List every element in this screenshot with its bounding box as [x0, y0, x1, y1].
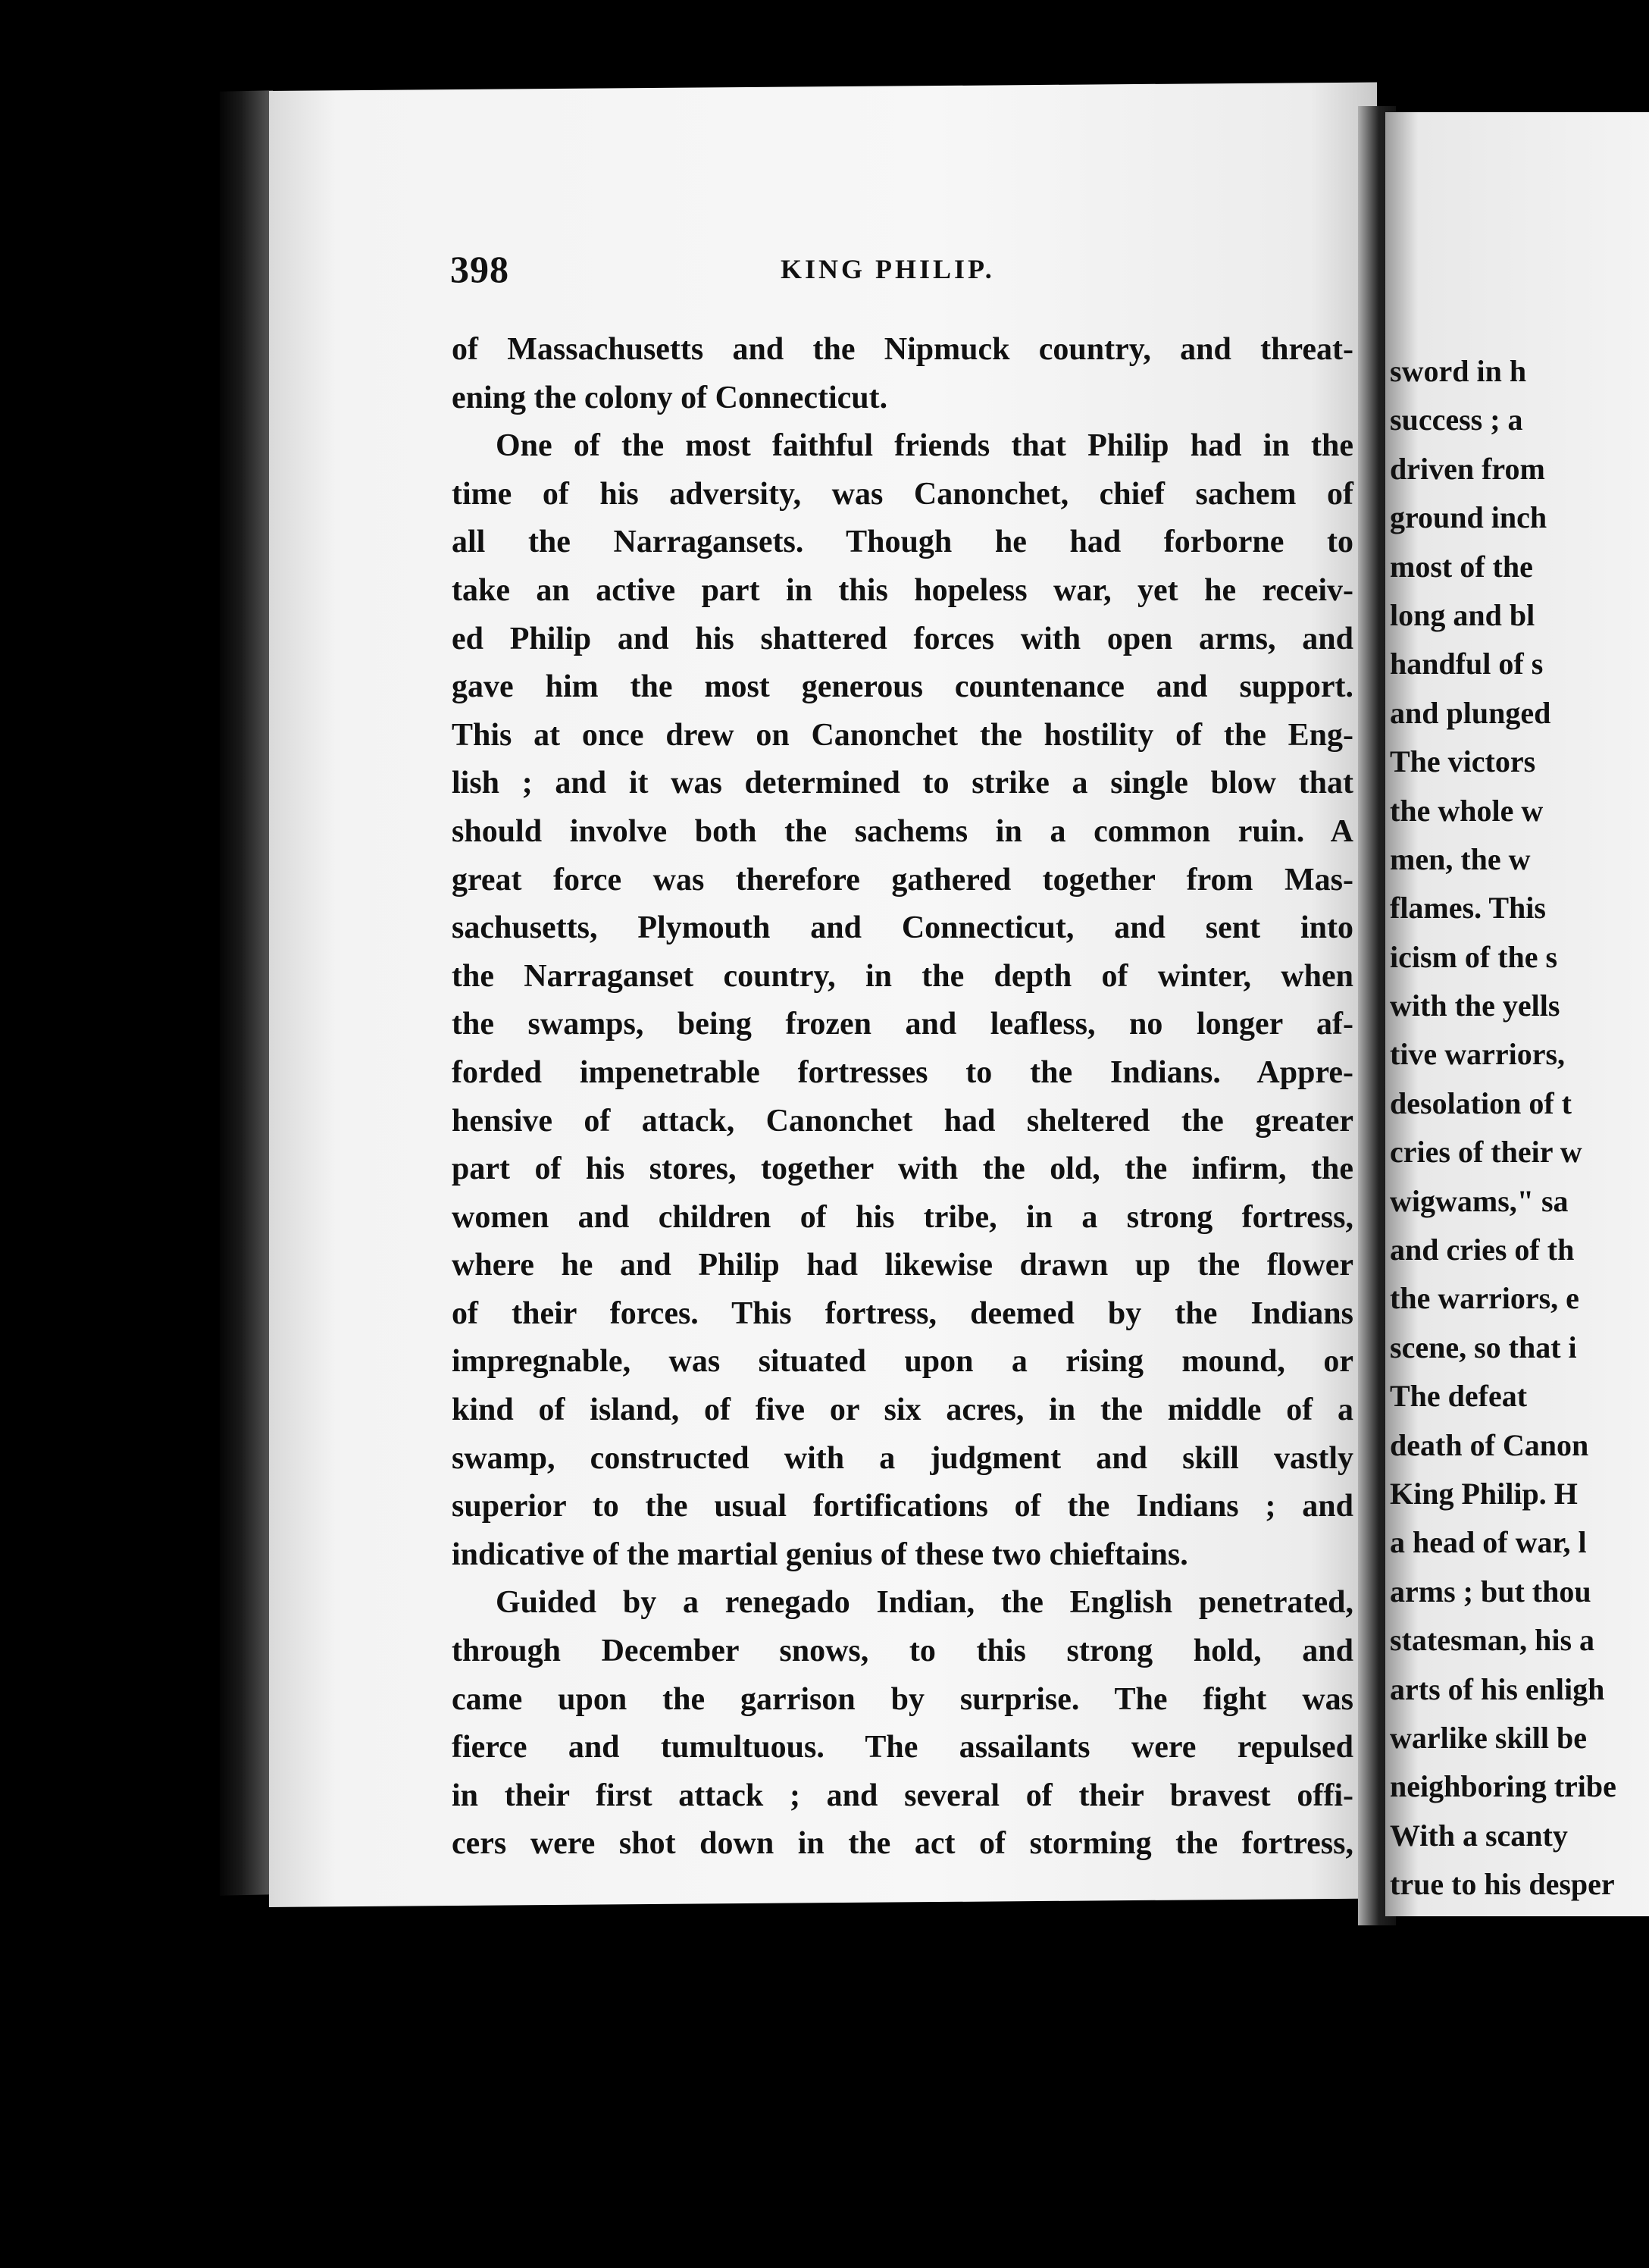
text-line: take an active part in this hopeless war, yet he receiv- — [452, 572, 1353, 608]
text-line: true to his desper — [1390, 1867, 1615, 1902]
left-page-body — [452, 326, 1353, 1869]
text-line: success ; a — [1390, 403, 1523, 437]
text-line: tive warriors, — [1390, 1037, 1566, 1072]
text-line: kind of island, of five or six acres, in the middle of a — [452, 1392, 1353, 1428]
text-line: ening the colony of Connecticut. — [452, 380, 888, 415]
text-line: desolation of t — [1390, 1085, 1572, 1120]
page-edges — [220, 90, 273, 1895]
text-line: should involve both the sachems in a common ruin. A — [452, 813, 1353, 849]
text-line: impregnable, was situated upon a rising mound, or — [452, 1344, 1353, 1380]
text-line: ground inch — [1390, 500, 1547, 535]
text-line: death of Canon — [1390, 1427, 1589, 1462]
text-line: wigwams," sa — [1390, 1183, 1569, 1218]
text-line: came upon the garrison by surprise. The fight was — [452, 1681, 1353, 1717]
text-line: The victors — [1390, 744, 1536, 779]
text-line: indicative of the martial genius of these two chieftains. — [452, 1537, 1188, 1572]
running-head: KING PHILIP. — [781, 254, 995, 284]
text-line: The defeat — [1390, 1379, 1528, 1414]
text-line: where he and Philip had likewise drawn up the flower — [452, 1248, 1353, 1283]
text-line: part of his stores, together with the old, the infirm, the — [452, 1151, 1353, 1187]
text-line: and plunged — [1390, 695, 1551, 730]
text-line: scene, so that i — [1390, 1330, 1577, 1364]
text-line: the swamps, being frozen and leafless, no longer af- — [452, 1007, 1353, 1042]
text-line: swamp, constructed with a judgment and skill vastly — [452, 1440, 1353, 1476]
text-line: men, the w — [1390, 841, 1531, 876]
text-line: forded impenetrable fortresses to the Indians. Appre- — [452, 1054, 1353, 1090]
text-line: a head of war, l — [1390, 1525, 1587, 1560]
text-line: sword in h — [1390, 354, 1527, 388]
text-line: sachusetts, Plymouth and Connecticut, and sent into — [452, 910, 1353, 946]
text-line: statesman, his a — [1390, 1623, 1595, 1658]
text-line: With a scanty — [1390, 1818, 1568, 1853]
text-line: all the Narragansets. Though he had forborne to — [452, 525, 1353, 560]
page-number: 398 — [450, 248, 509, 290]
text-line: neighboring tribe — [1390, 1769, 1616, 1804]
text-line: with the yells — [1390, 988, 1560, 1023]
text-line: icism of the s — [1390, 939, 1558, 974]
text-line: and cries of th — [1390, 1233, 1575, 1267]
right-page-body — [1390, 347, 1647, 1909]
text-line: in their first attack ; and several of their bravest offi- — [452, 1778, 1353, 1813]
text-line: handful of s — [1390, 647, 1544, 681]
text-line: through December snows, to this strong hold, and — [452, 1634, 1353, 1669]
text-line: arms ; but thou — [1390, 1574, 1591, 1609]
text-line: the warriors, e — [1390, 1281, 1579, 1316]
text-line: long and bl — [1390, 597, 1535, 632]
text-line: gave him the most generous countenance and support. — [452, 669, 1353, 705]
text-line: arts of his enligh — [1390, 1671, 1605, 1706]
text-line: the whole w — [1390, 793, 1544, 828]
text-line: lish ; and it was determined to strike a single blow that — [452, 766, 1353, 801]
text-line: fierce and tumultuous. The assailants were repulsed — [452, 1730, 1353, 1765]
text-line: driven from — [1390, 451, 1545, 486]
text-line: warlike skill be — [1390, 1720, 1588, 1755]
text-line: This at once drew on Canonchet the hostility of the Eng- — [452, 717, 1353, 753]
text-line: hensive of attack, Canonchet had sheltered the greater — [452, 1103, 1353, 1139]
text-line: most of the — [1390, 549, 1533, 584]
text-line: time of his adversity, was Canonchet, chief sachem of — [452, 476, 1353, 512]
text-line: ed Philip and his shattered forces with open arms, and — [452, 621, 1353, 656]
text-line: the Narraganset country, in the depth of winter, when — [452, 958, 1353, 994]
text-line: cries of their w — [1390, 1135, 1582, 1170]
text-line: of Massachusetts and the Nipmuck country, and threat- — [452, 332, 1353, 367]
text-line: Guided by a renegado Indian, the English penetrated, — [496, 1585, 1353, 1621]
page-header — [450, 247, 1284, 293]
text-line: flames. This — [1390, 891, 1546, 926]
text-line: of their forces. This fortress, deemed by the Indians — [452, 1295, 1353, 1331]
text-line: One of the most faithful friends that Philip had in the — [496, 428, 1353, 464]
text-line: great force was therefore gathered together from Mas- — [452, 862, 1353, 897]
text-line: King Philip. H — [1390, 1476, 1578, 1511]
text-line: superior to the usual fortifications of the Indians ; and — [452, 1489, 1353, 1524]
text-line: women and children of his tribe, in a strong fortress, — [452, 1199, 1353, 1235]
text-line: cers were shot down in the act of storming the fortress, — [452, 1826, 1353, 1862]
